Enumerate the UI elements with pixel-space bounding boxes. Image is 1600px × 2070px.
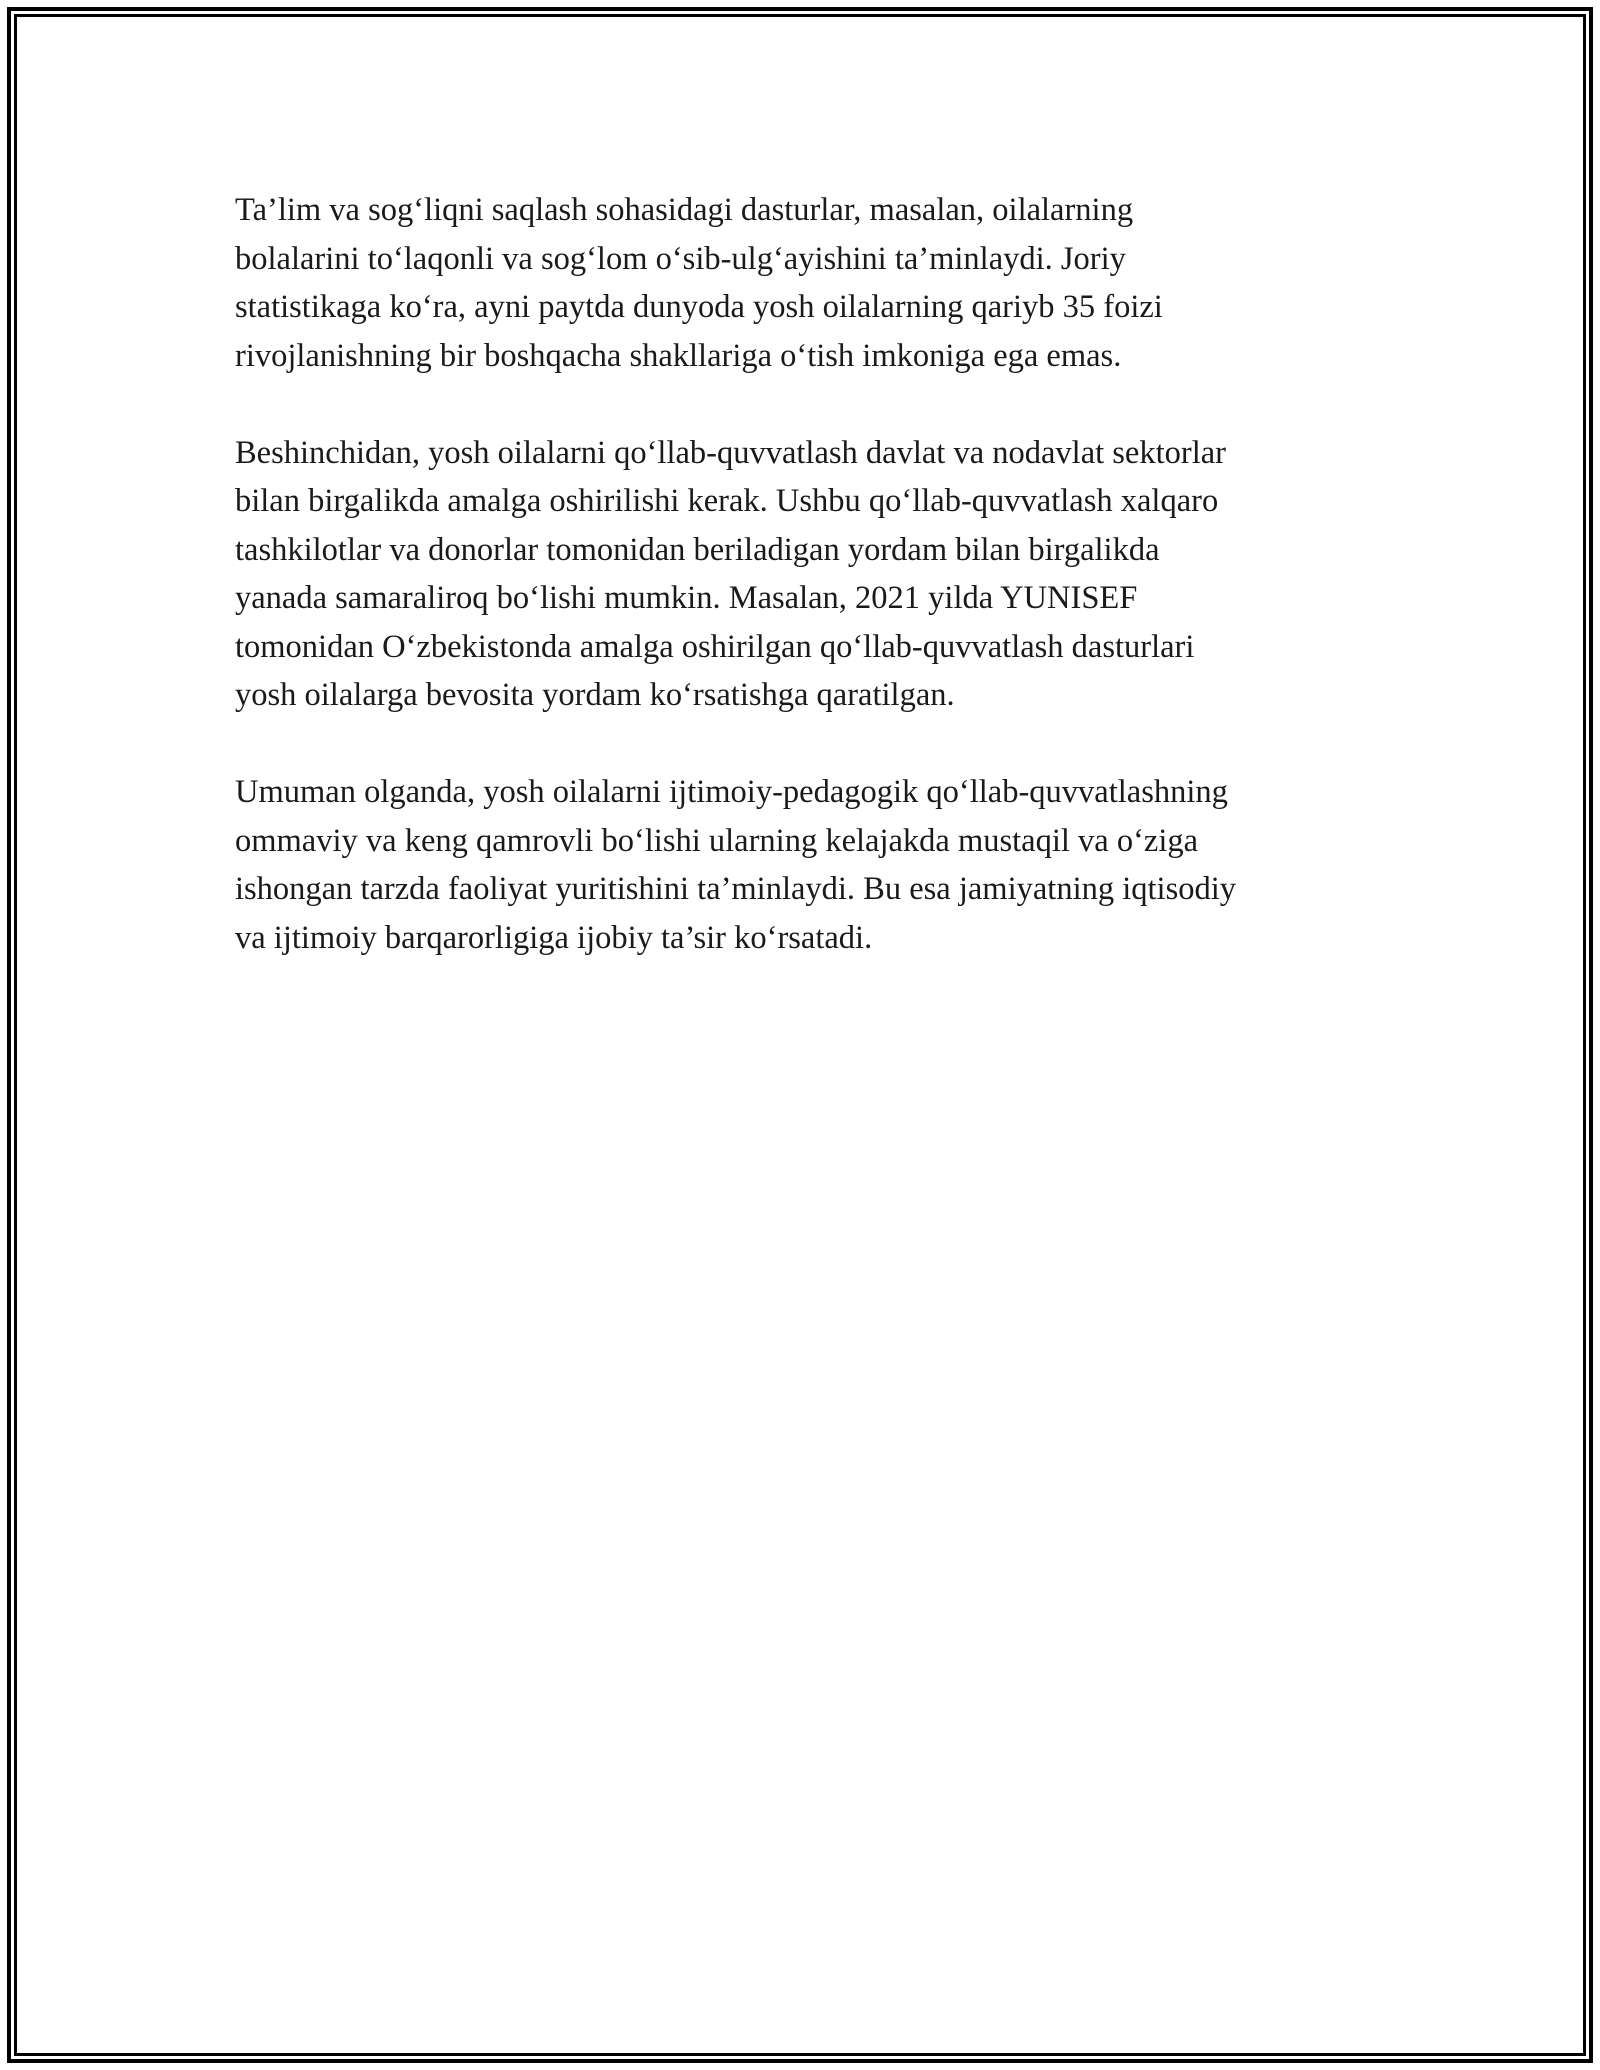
document-body [235,186,1395,1011]
paragraph-1: Ta’lim va sog‘liqni saqlash sohasidagi dasturlar, masalan, oilalarning bolalarini to‘laqonli va sog‘lom o‘sib-ulg‘ayishini ta’minlaydi. Joriy statistikaga ko‘ra, ayni paytda dunyoda yosh oilalarning qariyb 35 foizi rivojlanishning bir boshqacha shakllariga o‘tish imkoniga ega emas. [235,192,1163,374]
paragraph-3: Umuman olganda, yosh oilalarni ijtimoiy-pedagogik qo‘llab-quvvatlashning ommaviy va keng qamrovli bo‘lishi ularning kelajakda mustaqil va o‘ziga ishongan tarzda faoliyat yuritishini ta’minlaydi. Bu esa jamiyatning iqtisodiy va ijtimoiy barqarorligiga ijobiy ta’sir ko‘rsatadi. [235,774,1236,956]
paragraph-2: Beshinchidan, yosh oilalarni qo‘llab-quvvatlash davlat va nodavlat sektorlar bilan birgalikda amalga oshirilishi kerak. Ushbu qo‘llab-quvvatlash xalqaro tashkilotlar va donorlar tomonidan beriladigan yordam bilan birgalikda yanada samaraliroq bo‘lishi mumkin. Masalan, 2021 yilda YUNISEF tomonidan O‘zbekistonda amalga oshirilgan qo‘llab-quvvatlash dasturlari yosh oilalarga bevosita yordam ko‘rsatishga qaratilgan. [235,434,1226,713]
